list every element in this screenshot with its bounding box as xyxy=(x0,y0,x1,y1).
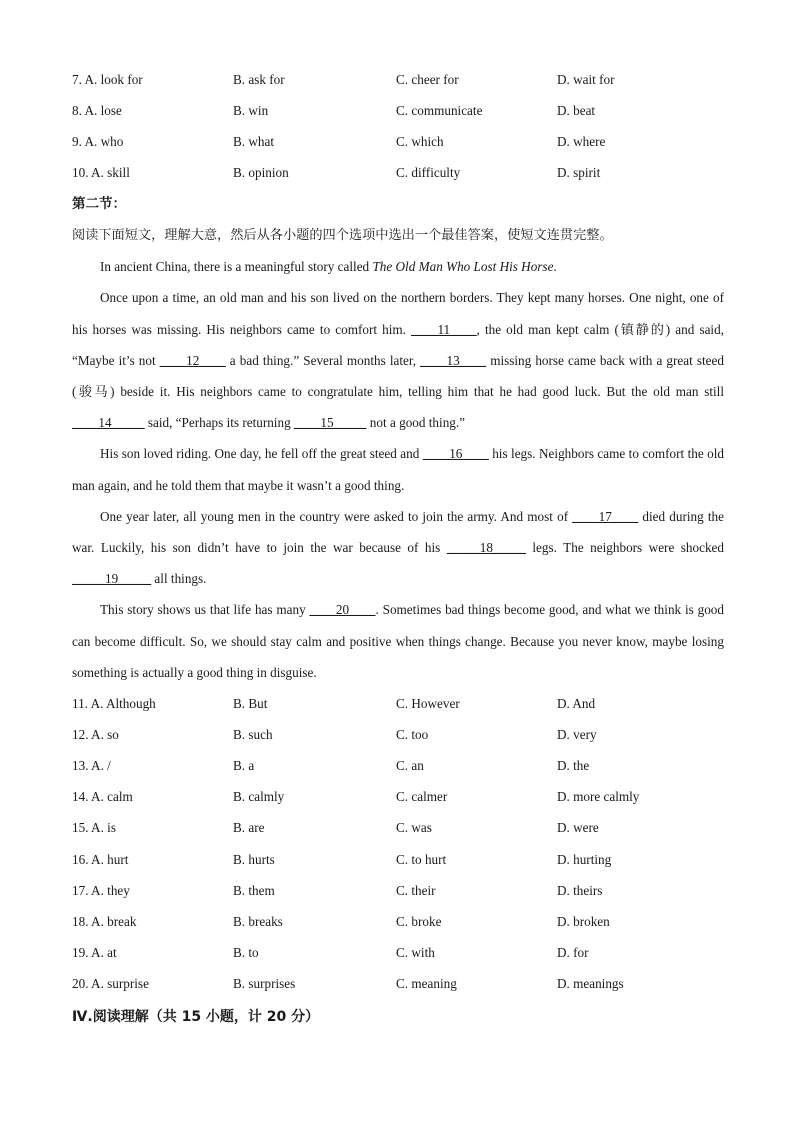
option-d: D. more calmly xyxy=(557,789,640,805)
option-a: 15. A. is xyxy=(72,820,116,836)
option-b: B. them xyxy=(233,882,275,898)
option-d: D. And xyxy=(557,695,596,711)
question-row xyxy=(72,875,724,906)
passage xyxy=(72,251,724,688)
option-b: B. such xyxy=(233,726,273,742)
passage-paragraph-1: In ancient China, there is a meaningful story called The Old Man Who Lost His Horse. xyxy=(100,259,557,275)
option-d: D. wait for xyxy=(557,71,615,87)
question-row xyxy=(72,813,724,844)
option-b: B. are xyxy=(233,820,265,836)
question-row xyxy=(72,688,724,719)
option-b: B. breaks xyxy=(233,913,283,929)
option-b: B. to xyxy=(233,945,259,961)
blank-11: ____11____ xyxy=(411,321,477,337)
passage-paragraph-3: His son loved riding. One day, he fell off the great steed and ____16____ his legs. Neighbors came to comfort the old man again, and he told them that maybe it wasn’t a good thing. xyxy=(72,446,725,493)
blank-15: ____15_____ xyxy=(293,415,367,431)
option-a: 16. A. hurt xyxy=(72,851,129,867)
option-a: 14. A. calm xyxy=(72,789,133,805)
blank-17: ____17____ xyxy=(572,508,639,524)
blank-14: ____14_____ xyxy=(72,415,145,431)
option-b: B. opinion xyxy=(233,165,289,181)
exam-page xyxy=(72,64,724,1033)
option-c: C. too xyxy=(396,726,429,742)
option-d: D. where xyxy=(557,133,606,149)
question-row xyxy=(72,906,724,937)
option-d: D. spirit xyxy=(557,165,601,181)
section-heading-reading: Ⅳ.阅读理解（共 15 小题，计 20 分） xyxy=(72,1008,320,1025)
passage-paragraph-2: Once upon a time, an old man and his son lived on the northern borders. They kept many horses. One night, one of his horses was missing. His neighbors came to comfort him. ____11____, the old man kept calm (镇静的) and said, “Maybe it’s not ____12____ a bad thing.” Several months later, ____13____ missing horse came back with a great steed (骏马) beside it. His neighbors came to congratulate him, telling him that he had good luck. But the old man still ____14_____ said, “Perhaps its returning ____15_____ not a good thing.” xyxy=(72,290,724,431)
option-c: C. calmer xyxy=(396,789,448,805)
option-a: 20. A. surprise xyxy=(72,976,149,992)
option-c: C. cheer for xyxy=(396,71,459,87)
story-title: The Old Man Who Lost His Horse xyxy=(372,259,554,275)
option-d: D. hurting xyxy=(557,851,612,867)
option-b: B. surprises xyxy=(233,976,296,992)
section-instruction: 阅读下面短文，理解大意，然后从各小题的四个选项中选出一个最佳答案，使短文连贯完整。 xyxy=(72,227,613,243)
top-question-list xyxy=(72,64,724,189)
option-a: 11. A. Although xyxy=(72,695,156,711)
option-b: B. ask for xyxy=(233,71,285,87)
option-d: D. the xyxy=(557,757,590,773)
option-d: D. meanings xyxy=(557,976,624,992)
question-row xyxy=(72,64,724,95)
question-row xyxy=(72,158,724,189)
option-b: B. what xyxy=(233,133,275,149)
option-c: C. meaning xyxy=(396,976,457,992)
option-d: D. beat xyxy=(557,102,596,118)
option-d: D. theirs xyxy=(557,882,603,898)
option-a: 18. A. break xyxy=(72,913,137,929)
option-d: D. for xyxy=(557,945,589,961)
question-row xyxy=(72,719,724,750)
option-d: D. very xyxy=(557,726,597,742)
blank-20: ____20____ xyxy=(309,602,376,618)
option-a: 17. A. they xyxy=(72,882,130,898)
option-b: B. But xyxy=(233,695,268,711)
question-row xyxy=(72,95,724,126)
option-c: C. communicate xyxy=(396,102,483,118)
question-list xyxy=(72,688,724,1000)
question-row xyxy=(72,750,724,781)
option-c: C. with xyxy=(396,945,435,961)
option-c: C. their xyxy=(396,882,436,898)
option-d: D. were xyxy=(557,820,599,836)
option-b: B. win xyxy=(233,102,269,118)
blank-18: _____18_____ xyxy=(446,539,526,555)
option-c: C. which xyxy=(396,133,444,149)
blank-19: _____19_____ xyxy=(72,571,152,587)
option-c: C. was xyxy=(396,820,432,836)
option-a: 7. A. look for xyxy=(72,71,143,87)
question-row xyxy=(72,969,724,1000)
option-b: B. hurts xyxy=(233,851,275,867)
option-b: B. calmly xyxy=(233,789,285,805)
option-c: C. broke xyxy=(396,913,442,929)
passage-paragraph-4: One year later, all young men in the country were asked to join the army. And most of ____17____ died during the war. Luckily, his son didn’t have to join the war because of his _____18_____ legs. The neighbors were shocked _____19_____ all things. xyxy=(72,508,725,587)
option-a: 13. A. / xyxy=(72,757,111,773)
option-a: 19. A. at xyxy=(72,945,117,961)
option-a: 10. A. skill xyxy=(72,165,130,181)
question-row xyxy=(72,126,724,157)
option-b: B. a xyxy=(233,757,255,773)
blank-13: ____13____ xyxy=(420,352,487,368)
option-a: 8. A. lose xyxy=(72,102,122,118)
option-c: C. However xyxy=(396,695,460,711)
blank-12: ____12____ xyxy=(159,352,226,368)
section-heading: 第二节： xyxy=(72,195,126,212)
option-c: C. to hurt xyxy=(396,851,447,867)
option-c: C. an xyxy=(396,757,424,773)
question-row xyxy=(72,937,724,968)
option-a: 12. A. so xyxy=(72,726,119,742)
option-c: C. difficulty xyxy=(396,165,461,181)
passage-paragraph-5: This story shows us that life has many ____20____. Sometimes bad things become good, and what we think is good can become difficult. So, we should stay calm and positive when things change. Because you never know, maybe losing something is actually a good thing in disguise. xyxy=(72,602,724,680)
option-a: 9. A. who xyxy=(72,133,124,149)
blank-16: ____16____ xyxy=(422,446,489,462)
question-row xyxy=(72,844,724,875)
option-d: D. broken xyxy=(557,913,610,929)
question-row xyxy=(72,782,724,813)
